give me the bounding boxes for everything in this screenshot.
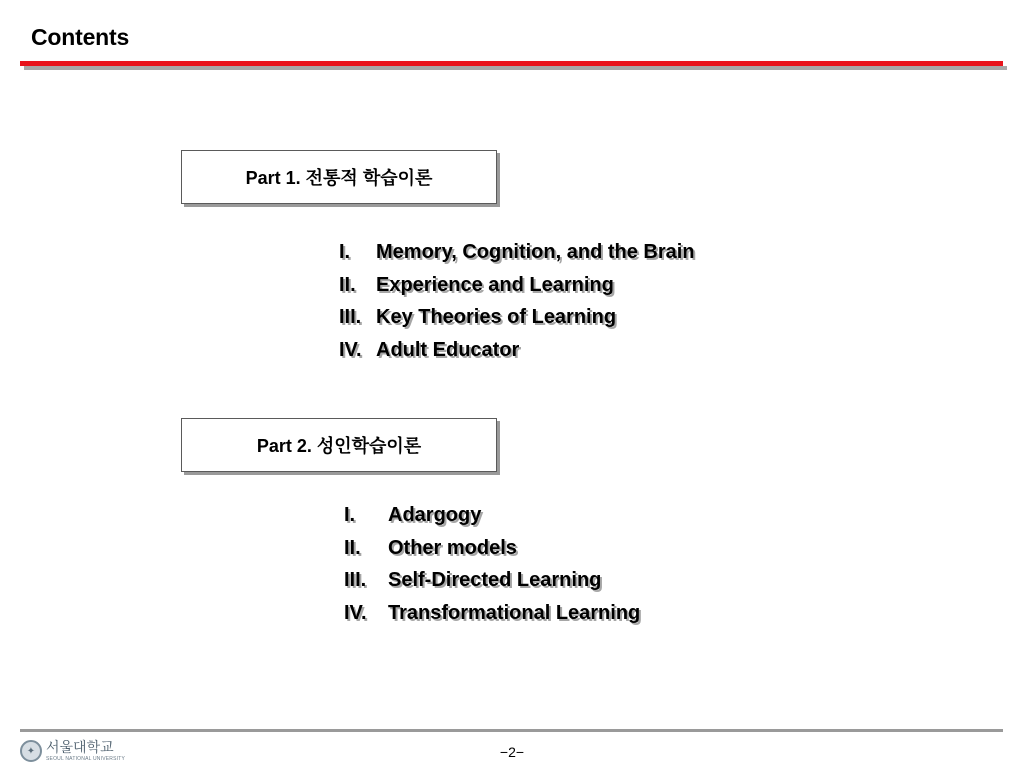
header-divider-shadow (24, 66, 1007, 70)
list-item-number: I. (339, 241, 351, 263)
list-item-text: Adult Educator (376, 339, 520, 362)
list-item-text: Memory, Cognition, and the Brain (376, 241, 695, 263)
list-item-text: Other models (388, 536, 517, 559)
list-item-text: Key Theories of Learning (376, 306, 617, 329)
part-2-heading-box (181, 418, 497, 472)
part-2-heading: Part 2. 성인학습이론 (256, 436, 422, 456)
header-divider (20, 61, 1003, 66)
list-item-number: IV. (344, 602, 367, 625)
list-item-number: III. (344, 569, 367, 592)
page-number: −2− (499, 744, 525, 760)
list-item-number: III. (339, 306, 362, 329)
list-item-number: II. (339, 273, 356, 296)
list-item-number: II. (344, 536, 361, 559)
logo-wordmark: 서울대학교 (46, 739, 114, 756)
page-title: Contents (31, 24, 130, 50)
list-item-text: Transformational Learning (388, 602, 641, 625)
list-item-text: Self-Directed Learning (388, 569, 602, 592)
part-1-heading: Part 1. 전통적 학습이론 (245, 168, 433, 188)
list-item-number: I. (344, 504, 356, 526)
footer-divider (20, 729, 1003, 732)
logo-subtitle: SEOUL NATIONAL UNIVERSITY (46, 755, 125, 762)
emblem-icon: ✦ (20, 740, 42, 762)
list-item-text: Adargogy (388, 504, 482, 526)
list-item-number: IV. (339, 339, 362, 362)
part-1-heading-box (181, 150, 497, 204)
list-item-text: Experience and Learning (376, 273, 614, 296)
